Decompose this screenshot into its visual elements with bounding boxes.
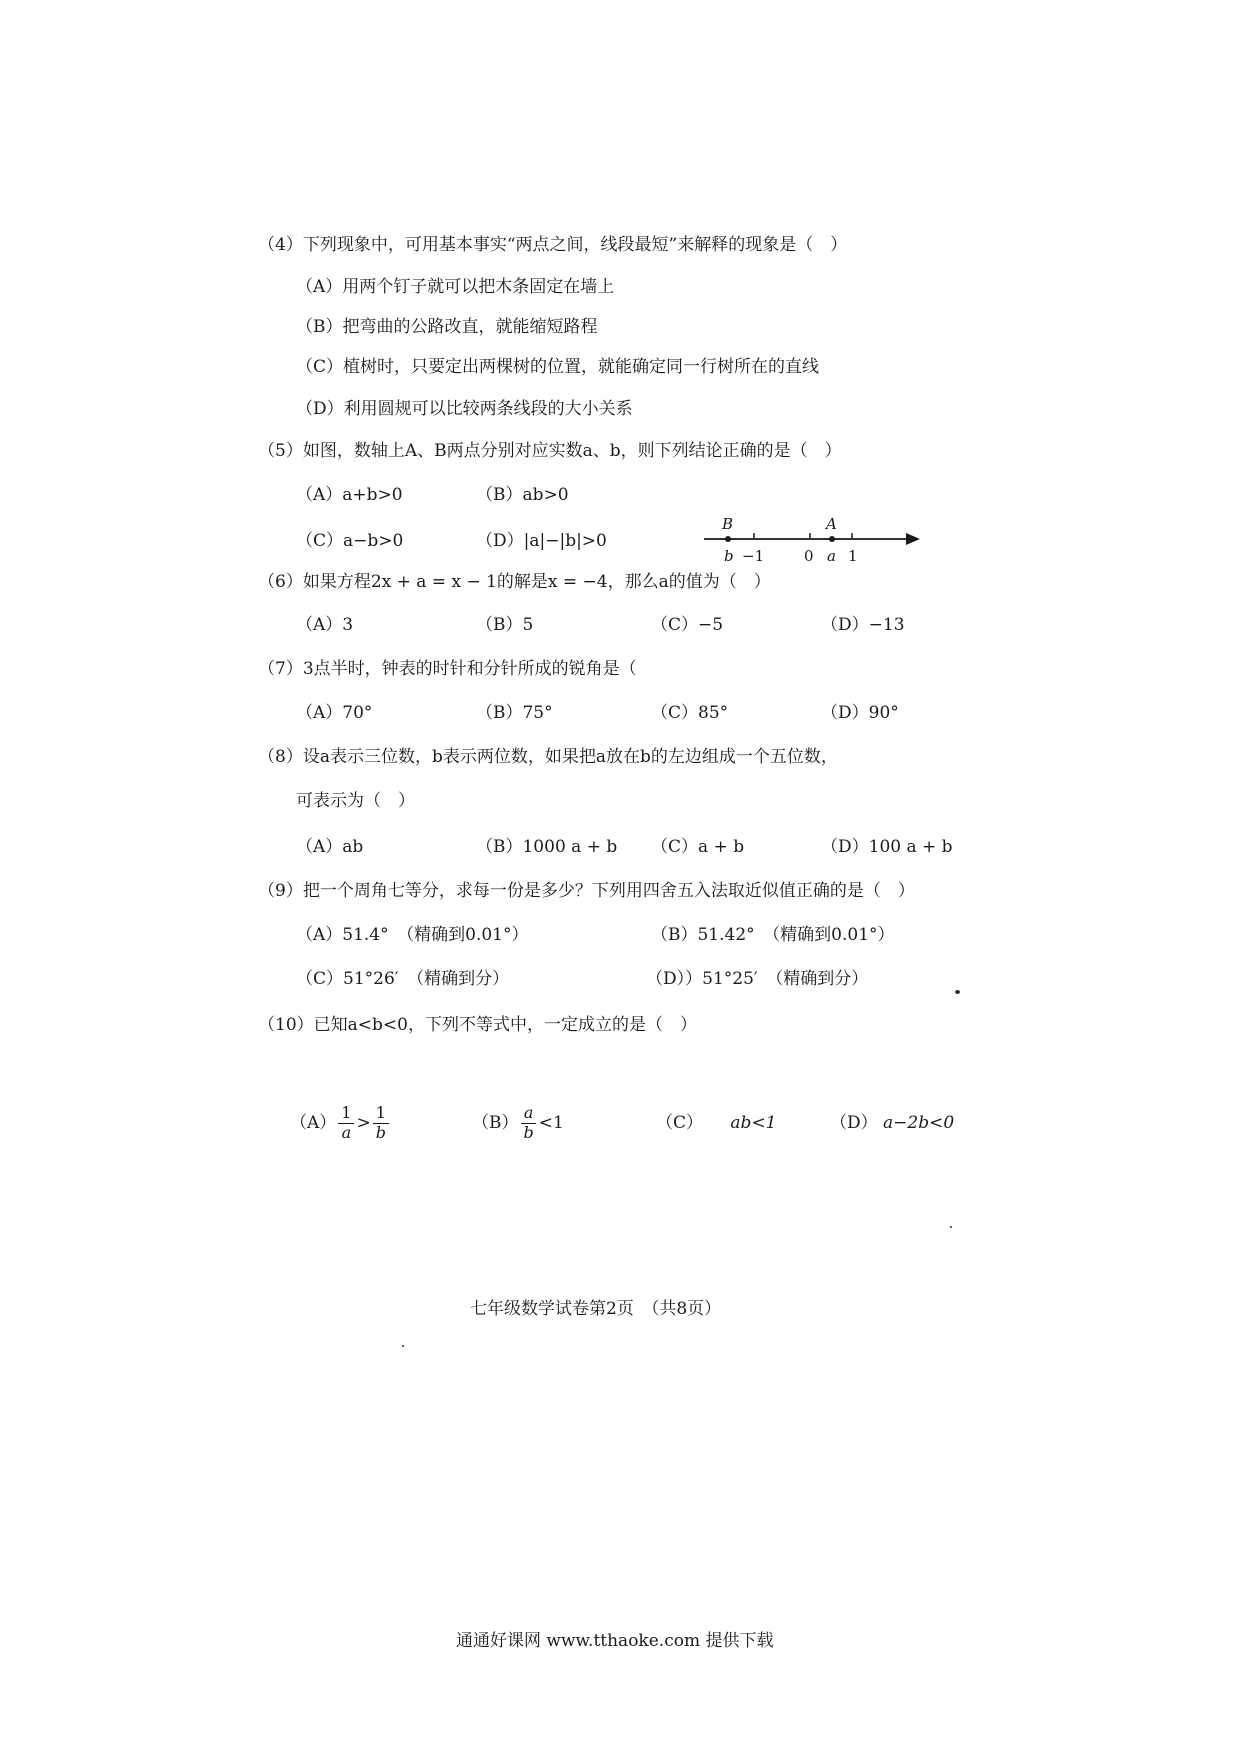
tick-label-minus-one: −1 xyxy=(742,547,765,565)
point-a-value-label: a xyxy=(827,547,836,565)
q8-stem-line-2: 可表示为（ ） xyxy=(296,791,415,811)
tick-label-zero: 0 xyxy=(804,547,814,565)
q7-option-b: （B）75° xyxy=(476,703,553,723)
fraction-denominator: a xyxy=(341,1122,352,1142)
q8-option-a: （A）ab xyxy=(296,837,364,857)
q8-stem: （8）设a表示三位数，b表示两位数，如果把a放在b的左边组成一个五位数， xyxy=(258,747,838,767)
q9-option-c: （C）51°26′ （精确到分） xyxy=(296,969,510,989)
q5-option-c: （C）a−b>0 xyxy=(296,531,404,551)
q5-option-a: （A）a+b>0 xyxy=(296,485,403,505)
q10-option-d-expr: a−2b<0 xyxy=(883,1113,955,1133)
point-a-label: A xyxy=(826,515,837,533)
q6-option-d: （D）−13 xyxy=(821,615,905,635)
q10-option-a xyxy=(290,1096,391,1150)
q5-number-line-diagram xyxy=(702,513,922,573)
q10-option-b-label: （B） xyxy=(472,1113,519,1133)
number-line-arrow xyxy=(906,533,920,545)
q6-option-c: （C）−5 xyxy=(651,615,724,635)
q10-option-a-fraction-1 xyxy=(338,1104,354,1142)
q6-stem: （6）如果方程2x + a = x − 1的解是x = −4，那么a的值为（ ） xyxy=(258,572,771,592)
q6-option-a: （A）3 xyxy=(296,615,354,635)
point-a-dot xyxy=(829,536,835,542)
q4-option-a: （A）用两个钉子就可以把木条固定在墙上 xyxy=(296,277,615,297)
fraction-numerator: a xyxy=(521,1104,537,1123)
q10-option-b xyxy=(472,1096,564,1150)
fraction-numerator: 1 xyxy=(338,1104,354,1123)
q5-stem: （5）如图，数轴上A、B两点分别对应实数a、b，则下列结论正确的是（ ） xyxy=(258,441,842,461)
q7-option-c: （C）85° xyxy=(651,703,729,723)
q10-option-a-operator: > xyxy=(356,1113,371,1133)
q9-option-a: （A）51.4° （精确到0.01°） xyxy=(296,925,529,945)
q10-option-a-label: （A） xyxy=(290,1113,337,1133)
q5-option-b: （B）ab>0 xyxy=(476,485,569,505)
fraction-numerator: 1 xyxy=(373,1104,389,1123)
point-b-label: B xyxy=(722,515,734,533)
q10-stem: （10）已知a<b<0，下列不等式中，一定成立的是（ ） xyxy=(258,1015,697,1035)
q10-option-c-expr: ab<1 xyxy=(730,1113,777,1133)
q7-stem: （7）3点半时，钟表的时针和分针所成的锐角是（ xyxy=(258,659,637,679)
q4-stem: （4）下列现象中，可用基本事实“两点之间，线段最短”来解释的现象是（ ） xyxy=(258,235,848,255)
q8-option-b: （B）1000 a + b xyxy=(476,837,618,857)
q7-option-a: （A）70° xyxy=(296,703,373,723)
point-b-value-label: b xyxy=(724,547,734,565)
q4-option-c: （C）植树时，只要定出两棵树的位置，就能确定同一行树所在的直线 xyxy=(296,357,820,377)
page-number-footer: 七年级数学试卷第2页 （共8页） xyxy=(470,1299,722,1319)
point-b-dot xyxy=(725,536,731,542)
scan-speck xyxy=(402,1345,404,1347)
q4-option-d: （D）利用圆规可以比较两条线段的大小关系 xyxy=(296,399,633,419)
q10-option-d-label: （D） xyxy=(830,1113,878,1133)
fraction-denominator: b xyxy=(523,1122,534,1142)
source-credit: 通通好课网 www.tthaoke.com 提供下载 xyxy=(456,1631,774,1651)
fraction-denominator: b xyxy=(375,1122,386,1142)
q10-option-a-fraction-2 xyxy=(373,1104,389,1142)
q6-option-b: （B）5 xyxy=(476,615,534,635)
q9-option-d: （D））51°25′ （精确到分） xyxy=(646,969,869,989)
q10-option-c xyxy=(656,1108,777,1138)
q9-option-b: （B）51.42° （精确到0.01°） xyxy=(651,925,895,945)
q10-option-b-fraction xyxy=(521,1104,537,1142)
q8-option-c: （C）a + b xyxy=(651,837,745,857)
q10-option-c-label: （C） xyxy=(656,1113,704,1133)
scan-speck xyxy=(955,990,960,994)
tick-label-one: 1 xyxy=(848,547,858,565)
q10-option-b-rest: <1 xyxy=(538,1113,564,1133)
scan-speck xyxy=(950,1226,952,1228)
q4-option-b: （B）把弯曲的公路改直，就能缩短路程 xyxy=(296,317,598,337)
q9-stem: （9）把一个周角七等分，求每一份是多少？下列用四舍五入法取近似值正确的是（ ） xyxy=(258,881,915,901)
q7-option-d: （D）90° xyxy=(821,703,899,723)
q8-option-d: （D）100 a + b xyxy=(821,837,953,857)
q5-option-d: （D）|a|−|b|>0 xyxy=(476,531,607,551)
q10-option-d xyxy=(830,1108,954,1138)
